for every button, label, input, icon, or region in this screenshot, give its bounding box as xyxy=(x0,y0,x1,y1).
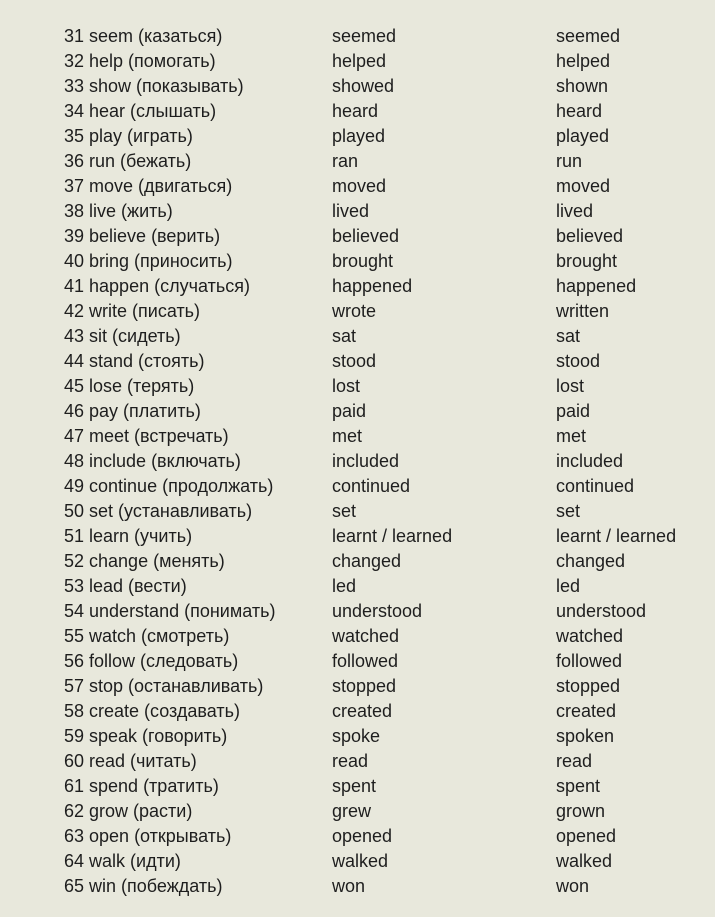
verb-row xyxy=(0,574,715,599)
verb-past-simple: read xyxy=(332,751,369,771)
verb-past-simple: paid xyxy=(332,401,367,421)
verb-infinitive: 64 walk (идти) xyxy=(64,851,181,871)
verb-row xyxy=(0,149,715,174)
verb-past-simple: set xyxy=(332,501,357,521)
verb-infinitive: 53 lead (вести) xyxy=(64,576,187,596)
verb-past-simple: played xyxy=(332,126,386,146)
verb-row xyxy=(0,499,715,524)
verb-past-simple: lost xyxy=(332,376,361,396)
verb-past-participle: met xyxy=(556,426,587,446)
verb-infinitive: 42 write (писать) xyxy=(64,301,201,321)
verb-past-participle: brought xyxy=(556,251,618,271)
verb-past-participle: created xyxy=(556,701,617,721)
verb-infinitive: 33 show (показывать) xyxy=(64,76,244,96)
verb-past-simple: created xyxy=(332,701,393,721)
verb-past-participle: understood xyxy=(556,601,647,621)
verb-past-participle: sat xyxy=(556,326,581,346)
verb-infinitive: 36 run (бежать) xyxy=(64,151,192,171)
verb-infinitive: 44 stand (стоять) xyxy=(64,351,205,371)
verb-past-simple: grew xyxy=(332,801,372,821)
verb-past-simple: won xyxy=(332,876,366,896)
verb-past-participle: spent xyxy=(556,776,601,796)
verb-infinitive: 65 win (побеждать) xyxy=(64,876,223,896)
verb-row xyxy=(0,74,715,99)
verb-infinitive: 49 continue (продолжать) xyxy=(64,476,274,496)
verb-past-participle: shown xyxy=(556,76,609,96)
verb-past-simple: stood xyxy=(332,351,377,371)
verb-infinitive: 63 open (открывать) xyxy=(64,826,232,846)
verb-infinitive: 35 play (играть) xyxy=(64,126,193,146)
verb-past-participle: spoken xyxy=(556,726,615,746)
verb-infinitive: 43 sit (сидеть) xyxy=(64,326,181,346)
verb-past-participle: followed xyxy=(556,651,623,671)
verb-past-simple: wrote xyxy=(332,301,377,321)
verb-row xyxy=(0,724,715,749)
verb-row xyxy=(0,874,715,899)
verb-row xyxy=(0,224,715,249)
verb-row xyxy=(0,124,715,149)
verb-infinitive: 41 happen (случаться) xyxy=(64,276,250,296)
verb-infinitive: 46 pay (платить) xyxy=(64,401,201,421)
verb-infinitive: 60 read (читать) xyxy=(64,751,197,771)
verb-past-simple: followed xyxy=(332,651,399,671)
verb-row xyxy=(0,824,715,849)
verb-infinitive: 32 help (помогать) xyxy=(64,51,216,71)
verb-row xyxy=(0,624,715,649)
verb-row xyxy=(0,199,715,224)
verb-infinitive: 61 spend (тратить) xyxy=(64,776,219,796)
verb-past-participle: changed xyxy=(556,551,626,571)
verb-infinitive: 56 follow (следовать) xyxy=(64,651,239,671)
verb-infinitive: 50 set (устанавливать) xyxy=(64,501,253,521)
verb-row xyxy=(0,249,715,274)
verb-past-simple: heard xyxy=(332,101,379,121)
verb-past-simple: led xyxy=(332,576,357,596)
verb-past-participle: stopped xyxy=(556,676,621,696)
verb-past-participle: lived xyxy=(556,201,594,221)
verb-row xyxy=(0,674,715,699)
verb-infinitive: 47 meet (встречать) xyxy=(64,426,229,446)
verb-past-participle: watched xyxy=(556,626,624,646)
verb-past-simple: ran xyxy=(332,151,359,171)
verb-infinitive: 45 lose (терять) xyxy=(64,376,195,396)
verb-past-participle: led xyxy=(556,576,581,596)
verb-past-participle: won xyxy=(556,876,590,896)
verb-infinitive: 55 watch (смотреть) xyxy=(64,626,230,646)
verb-infinitive: 34 hear (слышать) xyxy=(64,101,217,121)
verb-past-simple: sat xyxy=(332,326,357,346)
verb-row xyxy=(0,374,715,399)
verb-past-simple: included xyxy=(332,451,400,471)
verb-past-simple: spoke xyxy=(332,726,381,746)
verb-infinitive: 59 speak (говорить) xyxy=(64,726,228,746)
verb-past-simple: spent xyxy=(332,776,377,796)
verb-past-participle: paid xyxy=(556,401,591,421)
verb-past-simple: walked xyxy=(332,851,389,871)
verb-past-simple: understood xyxy=(332,601,423,621)
verb-row xyxy=(0,774,715,799)
verb-past-participle: played xyxy=(556,126,610,146)
verb-infinitive: 37 move (двигаться) xyxy=(64,176,233,196)
verb-row xyxy=(0,449,715,474)
verb-past-simple: opened xyxy=(332,826,393,846)
verb-past-participle: continued xyxy=(556,476,635,496)
verb-row xyxy=(0,749,715,774)
verb-row xyxy=(0,24,715,49)
verb-past-participle: opened xyxy=(556,826,617,846)
verb-row xyxy=(0,849,715,874)
verb-past-participle: read xyxy=(556,751,593,771)
verb-infinitive: 31 seem (казаться) xyxy=(64,26,223,46)
verb-row xyxy=(0,649,715,674)
verb-past-participle: run xyxy=(556,151,583,171)
verb-past-participle: learnt / learned xyxy=(556,526,677,546)
verb-past-participle: included xyxy=(556,451,624,471)
verb-infinitive: 57 stop (останавливать) xyxy=(64,676,264,696)
verb-past-simple: showed xyxy=(332,76,395,96)
verb-past-participle: believed xyxy=(556,226,624,246)
verb-infinitive: 52 change (менять) xyxy=(64,551,225,571)
verb-infinitive: 40 bring (приносить) xyxy=(64,251,233,271)
verb-past-participle: walked xyxy=(556,851,613,871)
verb-row xyxy=(0,549,715,574)
verb-forms-table xyxy=(0,24,715,899)
verb-past-simple: stopped xyxy=(332,676,397,696)
verb-infinitive: 62 grow (расти) xyxy=(64,801,193,821)
verb-past-simple: helped xyxy=(332,51,387,71)
verb-row xyxy=(0,299,715,324)
verb-infinitive: 39 believe (верить) xyxy=(64,226,221,246)
verb-row xyxy=(0,599,715,624)
verb-infinitive: 54 understand (понимать) xyxy=(64,601,276,621)
verb-past-participle: moved xyxy=(556,176,611,196)
verb-past-participle: grown xyxy=(556,801,606,821)
verb-past-participle: stood xyxy=(556,351,601,371)
verb-past-simple: watched xyxy=(332,626,400,646)
verb-past-participle: lost xyxy=(556,376,585,396)
verb-past-simple: learnt / learned xyxy=(332,526,453,546)
verb-past-participle: written xyxy=(556,301,610,321)
verb-infinitive: 58 create (создавать) xyxy=(64,701,241,721)
verb-row xyxy=(0,274,715,299)
verb-row xyxy=(0,474,715,499)
verb-past-simple: lived xyxy=(332,201,370,221)
verb-past-simple: continued xyxy=(332,476,411,496)
verb-past-participle: set xyxy=(556,501,581,521)
verb-infinitive: 51 learn (учить) xyxy=(64,526,193,546)
verb-past-simple: moved xyxy=(332,176,387,196)
verb-infinitive: 48 include (включать) xyxy=(64,451,241,471)
verb-past-participle: heard xyxy=(556,101,603,121)
verb-past-participle: happened xyxy=(556,276,637,296)
verb-row xyxy=(0,424,715,449)
verb-row xyxy=(0,99,715,124)
verb-row xyxy=(0,49,715,74)
verb-past-simple: believed xyxy=(332,226,400,246)
verb-row xyxy=(0,699,715,724)
verb-past-participle: helped xyxy=(556,51,611,71)
verb-row xyxy=(0,524,715,549)
verb-row xyxy=(0,349,715,374)
verb-past-participle: seemed xyxy=(556,26,621,46)
verb-row xyxy=(0,799,715,824)
verb-row xyxy=(0,399,715,424)
verb-past-simple: happened xyxy=(332,276,413,296)
verb-past-simple: seemed xyxy=(332,26,397,46)
verb-past-simple: changed xyxy=(332,551,402,571)
verb-infinitive: 38 live (жить) xyxy=(64,201,173,221)
verb-past-simple: brought xyxy=(332,251,394,271)
verb-row xyxy=(0,324,715,349)
verb-past-simple: met xyxy=(332,426,363,446)
verb-row xyxy=(0,174,715,199)
